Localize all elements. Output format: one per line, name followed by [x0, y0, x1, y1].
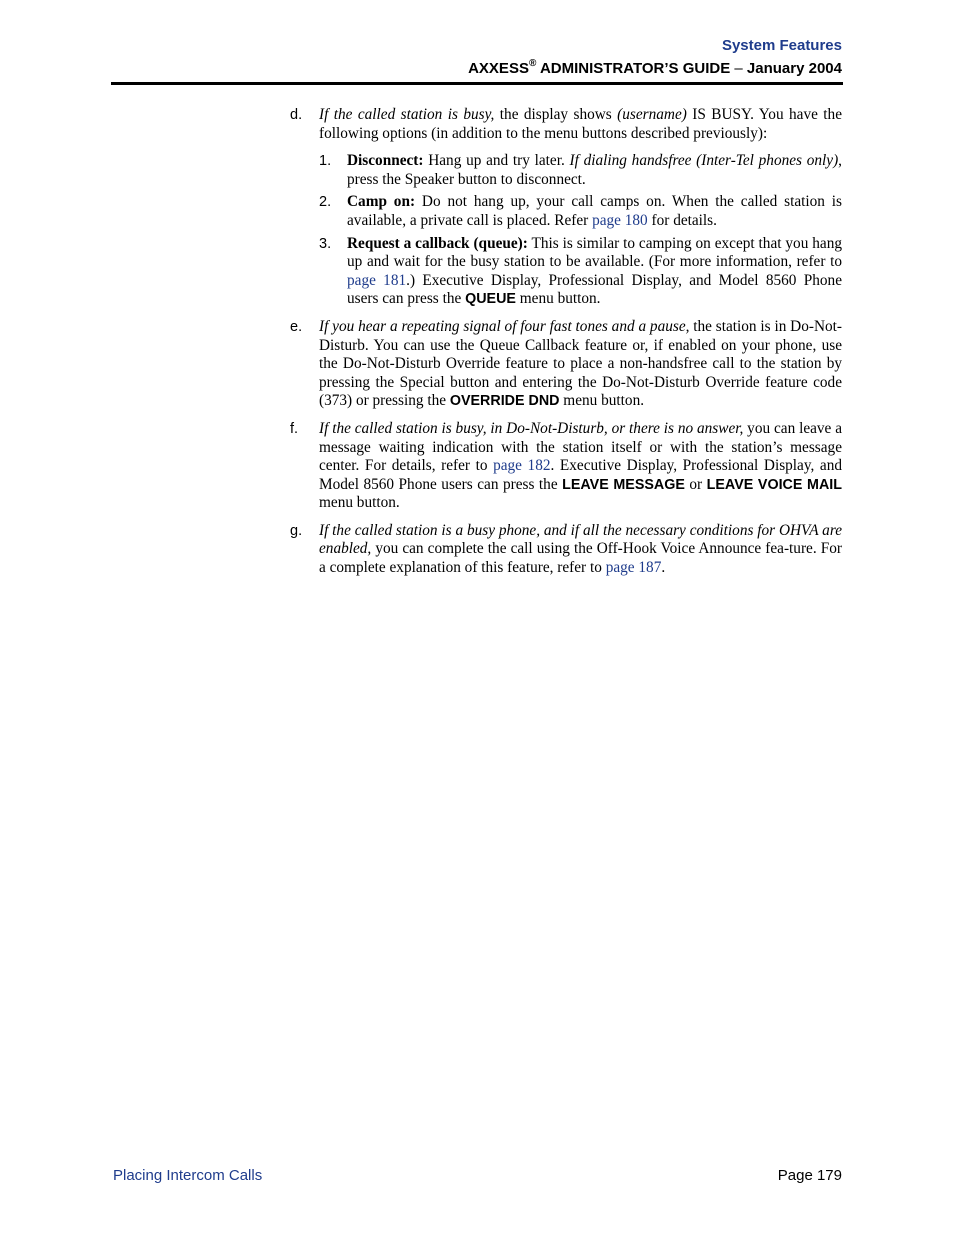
sub-marker: 2. [319, 194, 332, 211]
leave-message-button-label: LEAVE MESSAGE [562, 476, 685, 493]
body-text: you can leave a message waiting indication with the station itself or with the station’s message center. For details, refer to [319, 419, 842, 475]
main-content [290, 106, 842, 587]
body-text: . [661, 559, 666, 577]
body-text: or [684, 475, 707, 493]
sub-marker: 1. [319, 153, 332, 170]
body-text: .) Executive Display, Professional Display, and Model 8560 Phone users can press the [347, 271, 842, 308]
sub-list [319, 152, 842, 309]
list-marker: e. [290, 318, 303, 335]
page-182-link[interactable]: page 182 [493, 457, 551, 475]
list-marker: d. [290, 107, 303, 123]
body-text: the display shows [494, 106, 618, 123]
condition-italic: If you hear a repeating signal of four fast tones and a pause, [319, 317, 690, 335]
body-text: for details. [647, 211, 717, 229]
condition-italic: If dialing handsfree (Inter-Tel phones only) [569, 152, 839, 170]
header-rule [111, 82, 843, 85]
footer-chapter-title: Placing Intercom Calls [113, 1167, 263, 1184]
username-italic: (username) [617, 106, 687, 123]
list-item-d [290, 106, 842, 309]
footer-page-number: Page 179 [777, 1167, 842, 1184]
body-text: . Executive Display, Professional Display, and Model 8560 Phone users can press the [319, 457, 842, 493]
header-date: January 2004 [746, 60, 842, 77]
body-text: Hang up and try later. [423, 152, 570, 170]
registered-mark: ® [528, 58, 537, 69]
sub-item-disconnect [319, 152, 842, 189]
body-text: , press the Speaker button to disconnect. [347, 152, 842, 188]
sub-marker: 3. [319, 235, 332, 252]
condition-italic: If the called station is a busy phone, and if all the necessary conditions for OHVA are enabled, [319, 521, 842, 558]
header-dash: – [730, 60, 747, 77]
header-guide-title [468, 60, 842, 77]
body-text: Do not hang up, your call camps on. When the called station is available, a private call is placed. Refer [347, 193, 843, 229]
product-name: AXXESS [468, 60, 529, 77]
header-section-title: System Features [721, 37, 842, 54]
body-text: This is similar to camping on except that you hang up and wait for the busy station to be available. (For more information, refer to [347, 234, 842, 271]
option-label: Camp on: [347, 193, 416, 211]
leave-voice-mail-button-label: LEAVE VOICE MAIL [706, 476, 842, 493]
page-181-link[interactable]: page 181 [347, 271, 407, 289]
page-187-link[interactable]: page 187 [605, 559, 662, 577]
option-label: Disconnect: [347, 152, 424, 170]
body-text: menu button. [515, 290, 601, 308]
body-text: IS BUSY. You have the following options (in addition to the menu buttons described previously): [319, 106, 842, 142]
option-label: Request a callback (queue): [347, 234, 528, 252]
body-text: menu button. [319, 494, 400, 512]
body-text: the station is in Do-Not-Disturb. You can use the Queue Callback feature or, if enabled on your phone, use the Do-Not-Disturb Override feature to place a non-handsfree call to the station by pressing the Special button and entering the Do-Not-Disturb Override feature code (373) or pressing the [319, 317, 842, 410]
list-marker: f. [290, 420, 299, 437]
list-item-f [290, 420, 842, 513]
page-180-link[interactable]: page 180 [592, 211, 648, 229]
list-item-e [290, 318, 842, 411]
guide-name: ADMINISTRATOR’S GUIDE [536, 60, 731, 77]
queue-button-label: QUEUE [465, 291, 516, 308]
condition-italic: If the called station is busy, in Do-Not-Disturb, or there is no answer, [319, 419, 744, 437]
condition-italic: If the called station is busy, [319, 106, 495, 123]
sub-item-camp-on [319, 193, 842, 230]
sub-item-request-callback [319, 235, 842, 309]
list-marker: g. [290, 522, 303, 539]
body-text: you can complete the call using the Off-Hook Voice Announce fea-ture. For a complete explanation of this feature, refer to [319, 540, 842, 577]
override-dnd-button-label: OVERRIDE DND [449, 393, 560, 410]
body-text: menu button. [559, 392, 645, 410]
list-item-g [290, 522, 842, 578]
